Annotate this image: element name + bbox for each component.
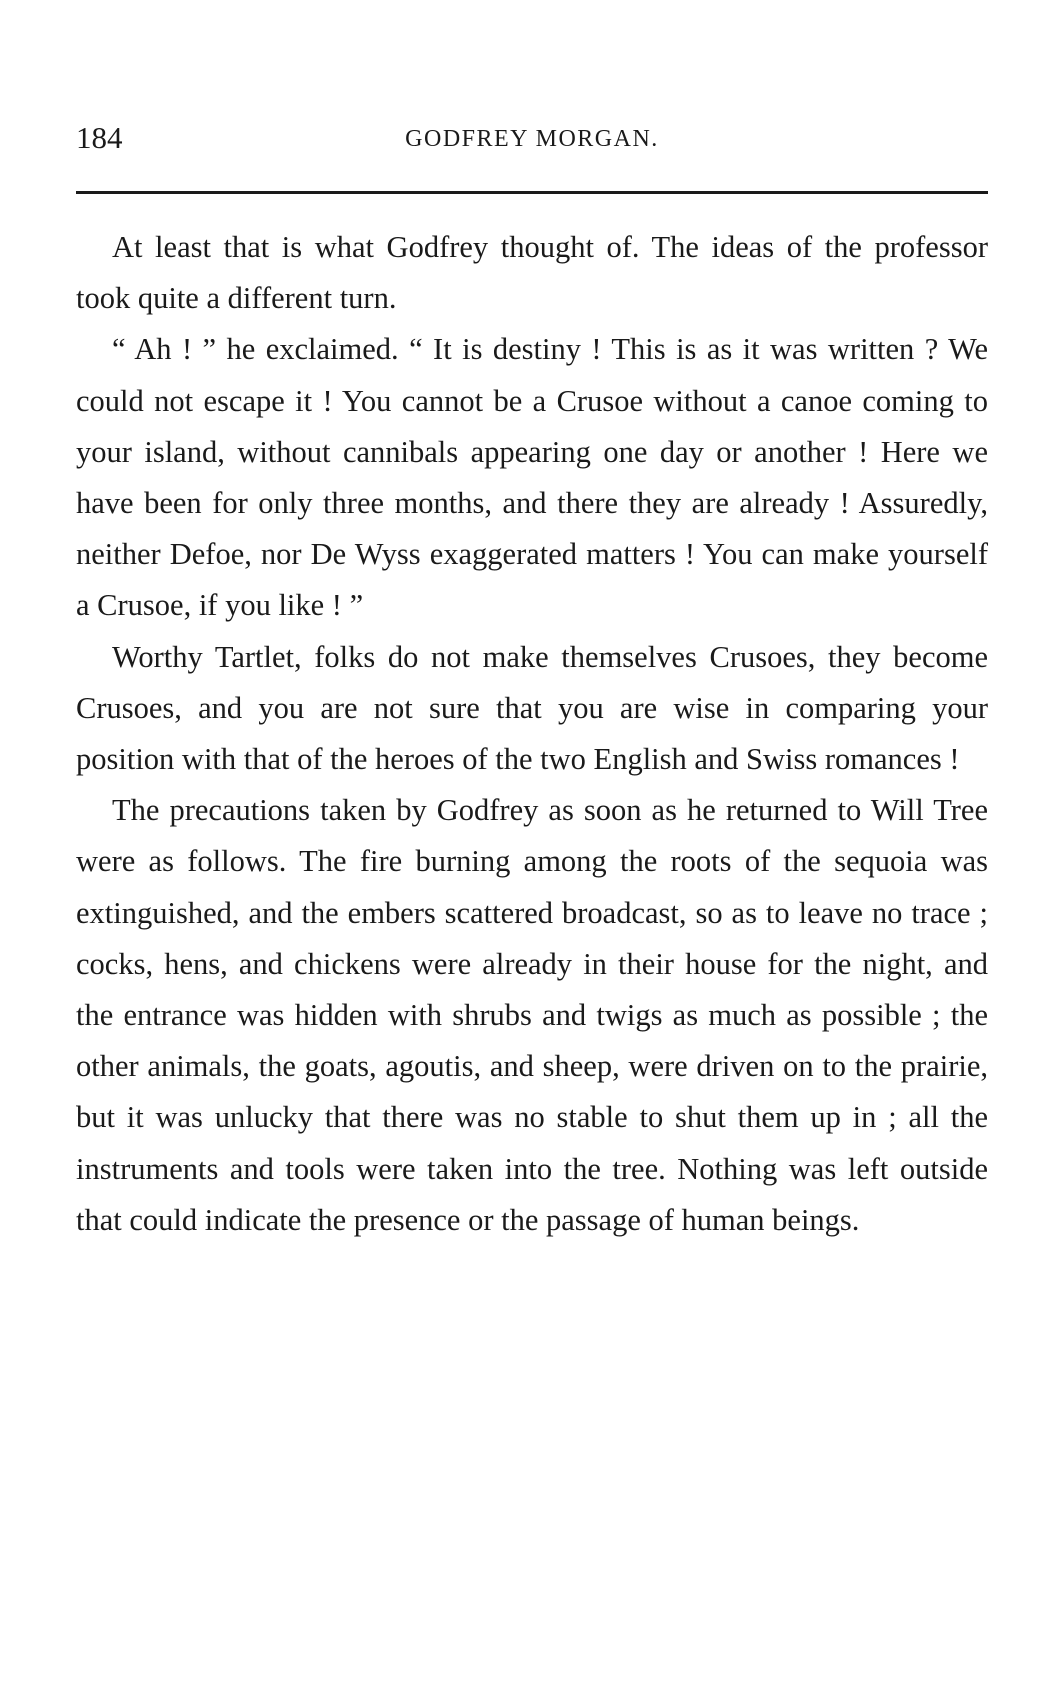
- page-number: 184: [76, 120, 123, 155]
- paragraph: “ Ah ! ” he exclaimed. “ It is destiny ! This is as it was written ? We could not escape it ! You cannot be a Crusoe without a canoe coming to your island, without cannibals appearing one day or another ! Here we have been for only three months, and there they are already ! Assuredly, neither Defoe, nor De Wyss exaggerated matters ! You can make yourself a Crusoe, if you like ! ”: [76, 332, 988, 623]
- paragraph: At least that is what Godfrey thought of. The ideas of the professor took quite a different turn.: [76, 230, 988, 316]
- paragraph: The precautions taken by Godfrey as soon as he returned to Will Tree were as follows. The fire burning among the roots of the sequoia was extinguished, and the embers scattered broadcast, so as to leave no trace ; cocks, hens, and chickens were already in their house for the night, and the entrance was hidden with shrubs and twigs as much as possible ; the other animals, the goats, agoutis, and sheep, were driven on to the prairie, but it was unlucky that there was no stable to shut them up in ; all the instruments and tools were taken into the tree. Nothing was left outside that could indicate the presence or the passage of human beings.: [76, 793, 988, 1237]
- paragraph: Worthy Tartlet, folks do not make themselves Crusoes, they become Crusoes, and you are not sure that you are wise in comparing your position with that of the heroes of the two English and Swiss romances !: [76, 639, 988, 777]
- header-rule: [76, 191, 988, 194]
- running-head: [76, 118, 988, 158]
- body-text: [76, 222, 988, 1246]
- running-title: GODFREY MORGAN.: [405, 126, 659, 152]
